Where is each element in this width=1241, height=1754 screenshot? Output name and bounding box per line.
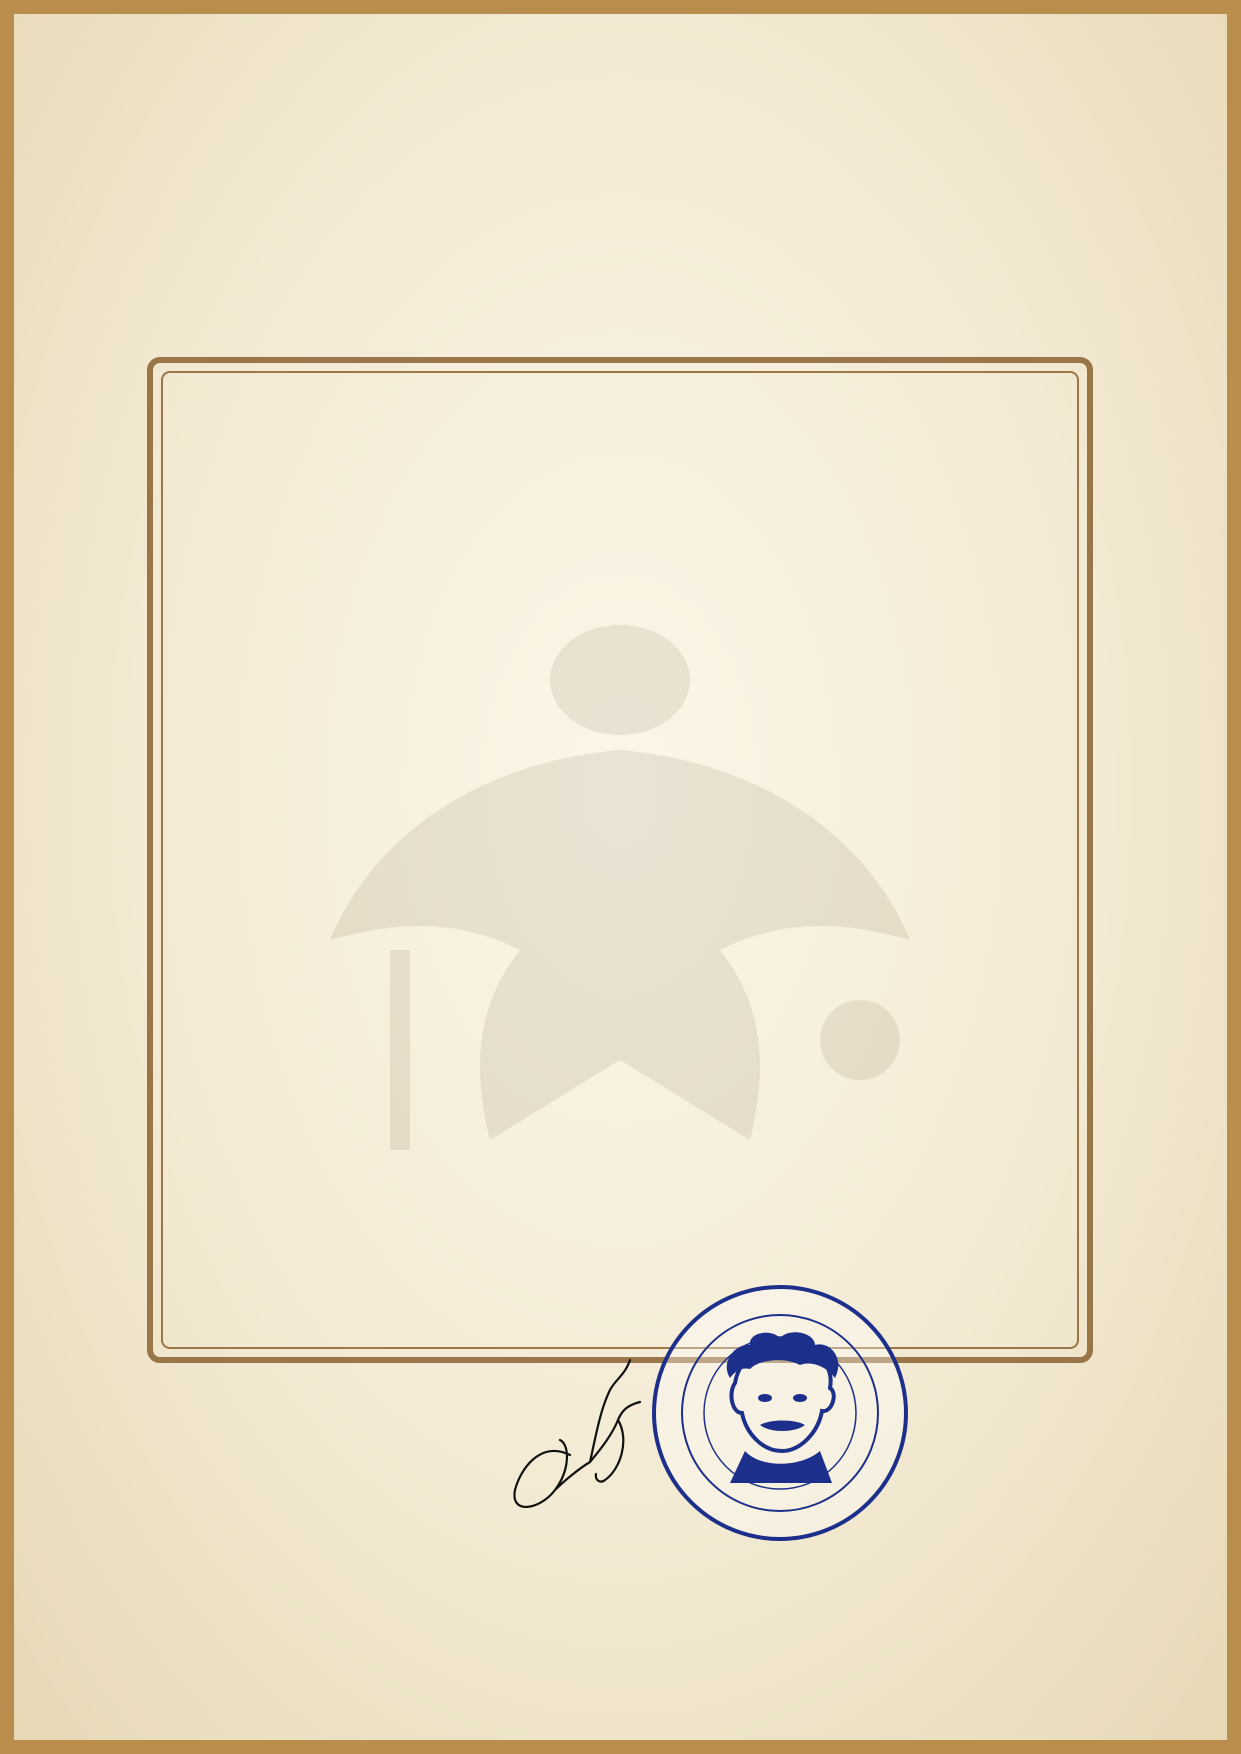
official-stamp (650, 1283, 910, 1543)
eagle-watermark-icon (320, 620, 920, 1180)
handwritten-signature-icon (500, 1350, 660, 1520)
